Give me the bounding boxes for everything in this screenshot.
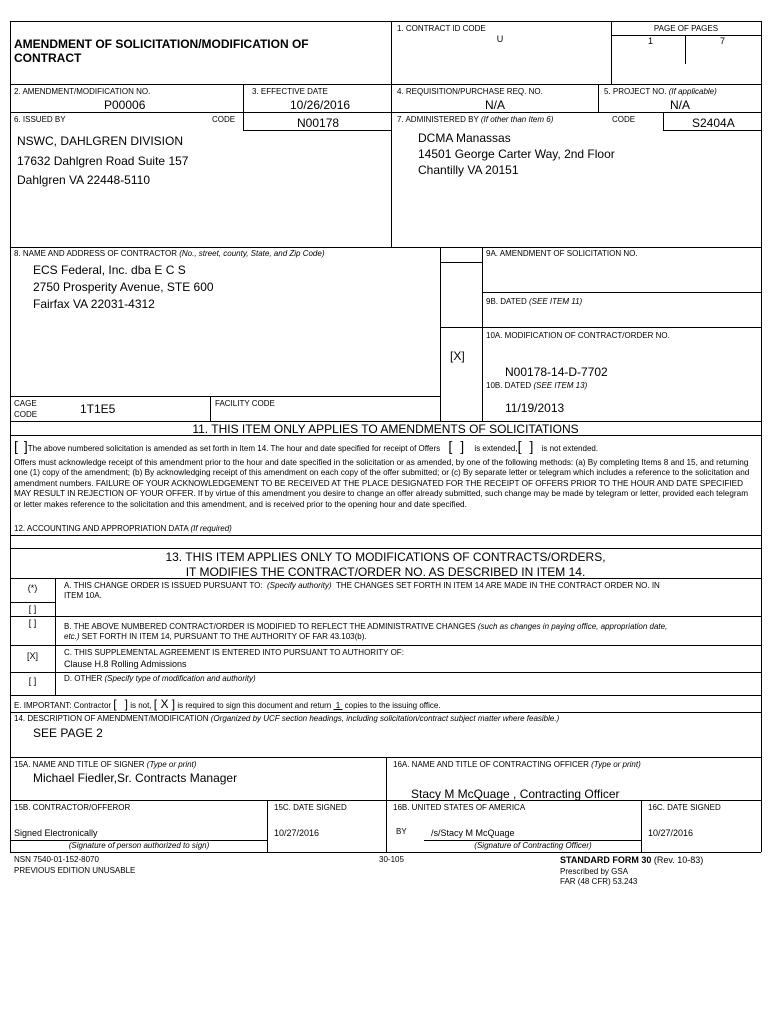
issued-by-line3: Dahlgren VA 22448-5110	[17, 173, 150, 187]
item-10a-value: N00178-14-D-7702	[505, 365, 608, 379]
administered-by-line1: DCMA Manassas	[418, 131, 511, 145]
item-11-instructions: Offers must acknowledge receipt of this amendment prior to the hour and date specified in the solicitation or as amended, by one of the following methods: (a) By completing Items 8 and 15, and returning one (1) copy of the amendment; (b) By acknowledging receipt of this amendment on each copy of the offer submitted; or (c) By separate letter or telegram which includes a reference to the solicitation and amendment numbers. FAILURE OF YOUR ACKNOWLEDGEMENT TO BE RECEIVED AT THE PLACE DESIGNATED FOR THE RECEIPT OF OFFERS PRIOR TO THE HOUR AND DATE SPECIFIED MAY RESULT IN REJECTION OF YOUR OFFER. If by virtue of this amendment you desire to change an offer already submitted, such change may be made by telegram or letter, provided each telegram or letter makes reference to the solicitation and this amendment, and is received prior to the opening hour and date specified.	[14, 458, 750, 509]
item-12-label: 12. ACCOUNTING AND APPROPRIATION DATA (If required)	[14, 524, 232, 533]
item-16c-label: 16C. DATE SIGNED	[648, 803, 721, 812]
amendment-no-value: P00006	[104, 98, 146, 112]
item-16b-by: BY	[396, 827, 407, 836]
issued-code-label: CODE	[212, 115, 236, 124]
item-11-line1: [ ]The above numbered solicitation is amended as set forth in Item 14. The hour and date specified for receipt of Offers [ ] is extended,[ ] is not extended.	[14, 438, 599, 454]
item-e-important: E. IMPORTANT: Contractor [ ] is not, [ X ] is required to sign this document and return 1 copies to the issuing office.	[14, 697, 441, 711]
contractor-line3: Fairfax VA 22031-4312	[33, 297, 155, 311]
cage-label-line2: CODE	[14, 410, 38, 419]
item-16a-label: 16A. NAME AND TITLE OF CONTRACTING OFFICER (Type or print)	[393, 760, 641, 769]
project-no-label: 5. PROJECT NO. (If applicable)	[604, 87, 717, 96]
cage-label-line1: CAGE	[14, 399, 37, 408]
item-13b-text-line2: etc.) SET FORTH IN ITEM 14, PURSUANT TO THE AUTHORITY OF FAR 43.103(b).	[64, 632, 367, 641]
item-13a-checkbox: (*)	[27, 583, 38, 593]
admin-code-value: S2404A	[692, 116, 735, 130]
item-13a-text-line2: ITEM 10A.	[64, 591, 102, 600]
contract-id-label: 1. CONTRACT ID CODE	[397, 24, 486, 33]
item-10b-value: 11/19/2013	[505, 401, 565, 415]
item-13b-checkbox: [ ]	[28, 618, 37, 628]
administered-by-line2: 14501 George Carter Way, 2nd Floor	[418, 147, 615, 161]
issued-by-line1: NSWC, DAHLGREN DIVISION	[17, 134, 184, 148]
issued-by-label: 6. ISSUED BY	[14, 115, 66, 124]
page-of-pages-label: PAGE OF PAGES	[653, 24, 719, 33]
contract-id-value: U	[496, 34, 504, 44]
item-13c-checkbox: [X]	[26, 651, 38, 661]
item-10b-label: 10B. DATED (SEE ITEM 13)	[486, 381, 588, 390]
issued-code-value: N00178	[297, 116, 340, 130]
item-9b-label: 9B. DATED (SEE ITEM 11)	[486, 297, 583, 306]
item-13a-text: A. THIS CHANGE ORDER IS ISSUED PURSUANT TO: (Specify authority) THE CHANGES SET FORTH IN ITEM 14 ARE MADE IN THE CONTRACT ORDER NO. IN	[64, 581, 660, 590]
item-10a-label: 10A. MODIFICATION OF CONTRACT/ORDER NO.	[486, 331, 670, 340]
amendment-no-label: 2. AMENDMENT/MODIFICATION NO.	[14, 87, 151, 96]
administered-by-line3: Chantilly VA 20151	[418, 163, 519, 177]
item-11-title: 11. THIS ITEM ONLY APPLIES TO AMENDMENTS OF SOLICITATIONS	[192, 422, 579, 436]
item-14-label: 14. DESCRIPTION OF AMENDMENT/MODIFICATION (Organized by UCF section headings, including solicitation/contract subject matter where feasible.)	[14, 714, 560, 723]
item-16b-label: 16B. UNITED STATES OF AMERICA	[393, 803, 526, 812]
contractor-signature-caption: (Signature of person authorized to sign)	[68, 841, 210, 850]
item-15b-label: 15B. CONTRACTOR/OFFEROR	[14, 803, 131, 812]
item-13c-text: C. THIS SUPPLEMENTAL AGREEMENT IS ENTERED INTO PURSUANT TO AUTHORITY OF:	[64, 648, 404, 657]
effective-date-label: 3. EFFECTIVE DATE	[252, 87, 328, 96]
signer-name-title: Michael Fiedler,Sr. Contracts Manager	[33, 771, 238, 785]
item-13-title-line2: IT MODIFIES THE CONTRACT/ORDER NO. AS DESCRIBED IN ITEM 14.	[185, 565, 586, 579]
item-13-title-line1: 13. THIS ITEM APPLIES ONLY TO MODIFICATIONS OF CONTRACTS/ORDERS,	[165, 550, 606, 564]
footer-standard-form: STANDARD FORM 30 (Rev. 10-83)	[560, 855, 704, 865]
footer-far: FAR (48 CFR) 53.243	[560, 877, 638, 886]
item-13a2-checkbox: [ ]	[28, 604, 37, 614]
requisition-no-label: 4. REQUISITION/PURCHASE REQ. NO.	[397, 87, 543, 96]
item-16c-value: 10/27/2016	[648, 828, 694, 838]
contracting-officer-signature-caption: (Signature of Contracting Officer)	[474, 841, 592, 850]
footer-previous-edition: PREVIOUS EDITION UNUSABLE	[14, 866, 136, 875]
admin-code-label: CODE	[612, 115, 636, 124]
item-13d-text: D. OTHER (Specify type of modification and authority)	[64, 674, 256, 683]
footer-nsn: NSN 7540-01-152-8070	[14, 855, 99, 864]
item-13b-text: B. THE ABOVE NUMBERED CONTRACT/ORDER IS MODIFIED TO REFLECT THE ADMINISTRATIVE CHANGES (such as changes in paying office, appropriation date,	[64, 622, 668, 631]
item-9a-label: 9A. AMENDMENT OF SOLICITATION NO.	[486, 249, 638, 258]
footer-gsa: Prescribed by GSA	[560, 867, 629, 876]
total-pages: 7	[720, 36, 726, 46]
project-no-value: N/A	[670, 98, 691, 112]
item-15c-value: 10/27/2016	[274, 828, 320, 838]
contractor-signature: Signed Electronically	[14, 828, 98, 838]
contracting-officer-signature: /s/Stacy M McQuage	[431, 828, 515, 838]
item-15a-label: 15A. NAME AND TITLE OF SIGNER (Type or print)	[14, 760, 197, 769]
administered-by-label: 7. ADMINISTERED BY (If other than Item 6)	[397, 115, 554, 124]
contractor-label: 8. NAME AND ADDRESS OF CONTRACTOR (No., street, county, State, and Zip Code)	[14, 249, 325, 258]
requisition-no-value: N/A	[485, 98, 506, 112]
form-title-line2: CONTRACT	[14, 51, 82, 65]
item-13c-authority: Clause H.8 Rolling Admissions	[64, 659, 187, 669]
item-13d-checkbox: [ ]	[28, 676, 37, 686]
issued-by-line2: 17632 Dahlgren Road Suite 157	[17, 154, 189, 168]
page-number: 1	[648, 36, 654, 46]
form-title-line1: AMENDMENT OF SOLICITATION/MODIFICATION OF	[14, 37, 309, 51]
item-15c-label: 15C. DATE SIGNED	[274, 803, 347, 812]
effective-date-value: 10/26/2016	[290, 98, 351, 112]
footer-form-number: 30-105	[379, 855, 404, 864]
item-14-value: SEE PAGE 2	[33, 726, 103, 740]
cage-code-value: 1T1E5	[80, 402, 116, 416]
facility-code-label: FACILITY CODE	[215, 399, 275, 408]
contractor-line2: 2750 Prosperity Avenue, STE 600	[33, 280, 214, 294]
contracting-officer-name: Stacy M McQuage , Contracting Officer	[411, 787, 620, 801]
contractor-line1: ECS Federal, Inc. dba E C S	[33, 263, 186, 277]
item-10-checkbox: [X]	[450, 349, 465, 363]
